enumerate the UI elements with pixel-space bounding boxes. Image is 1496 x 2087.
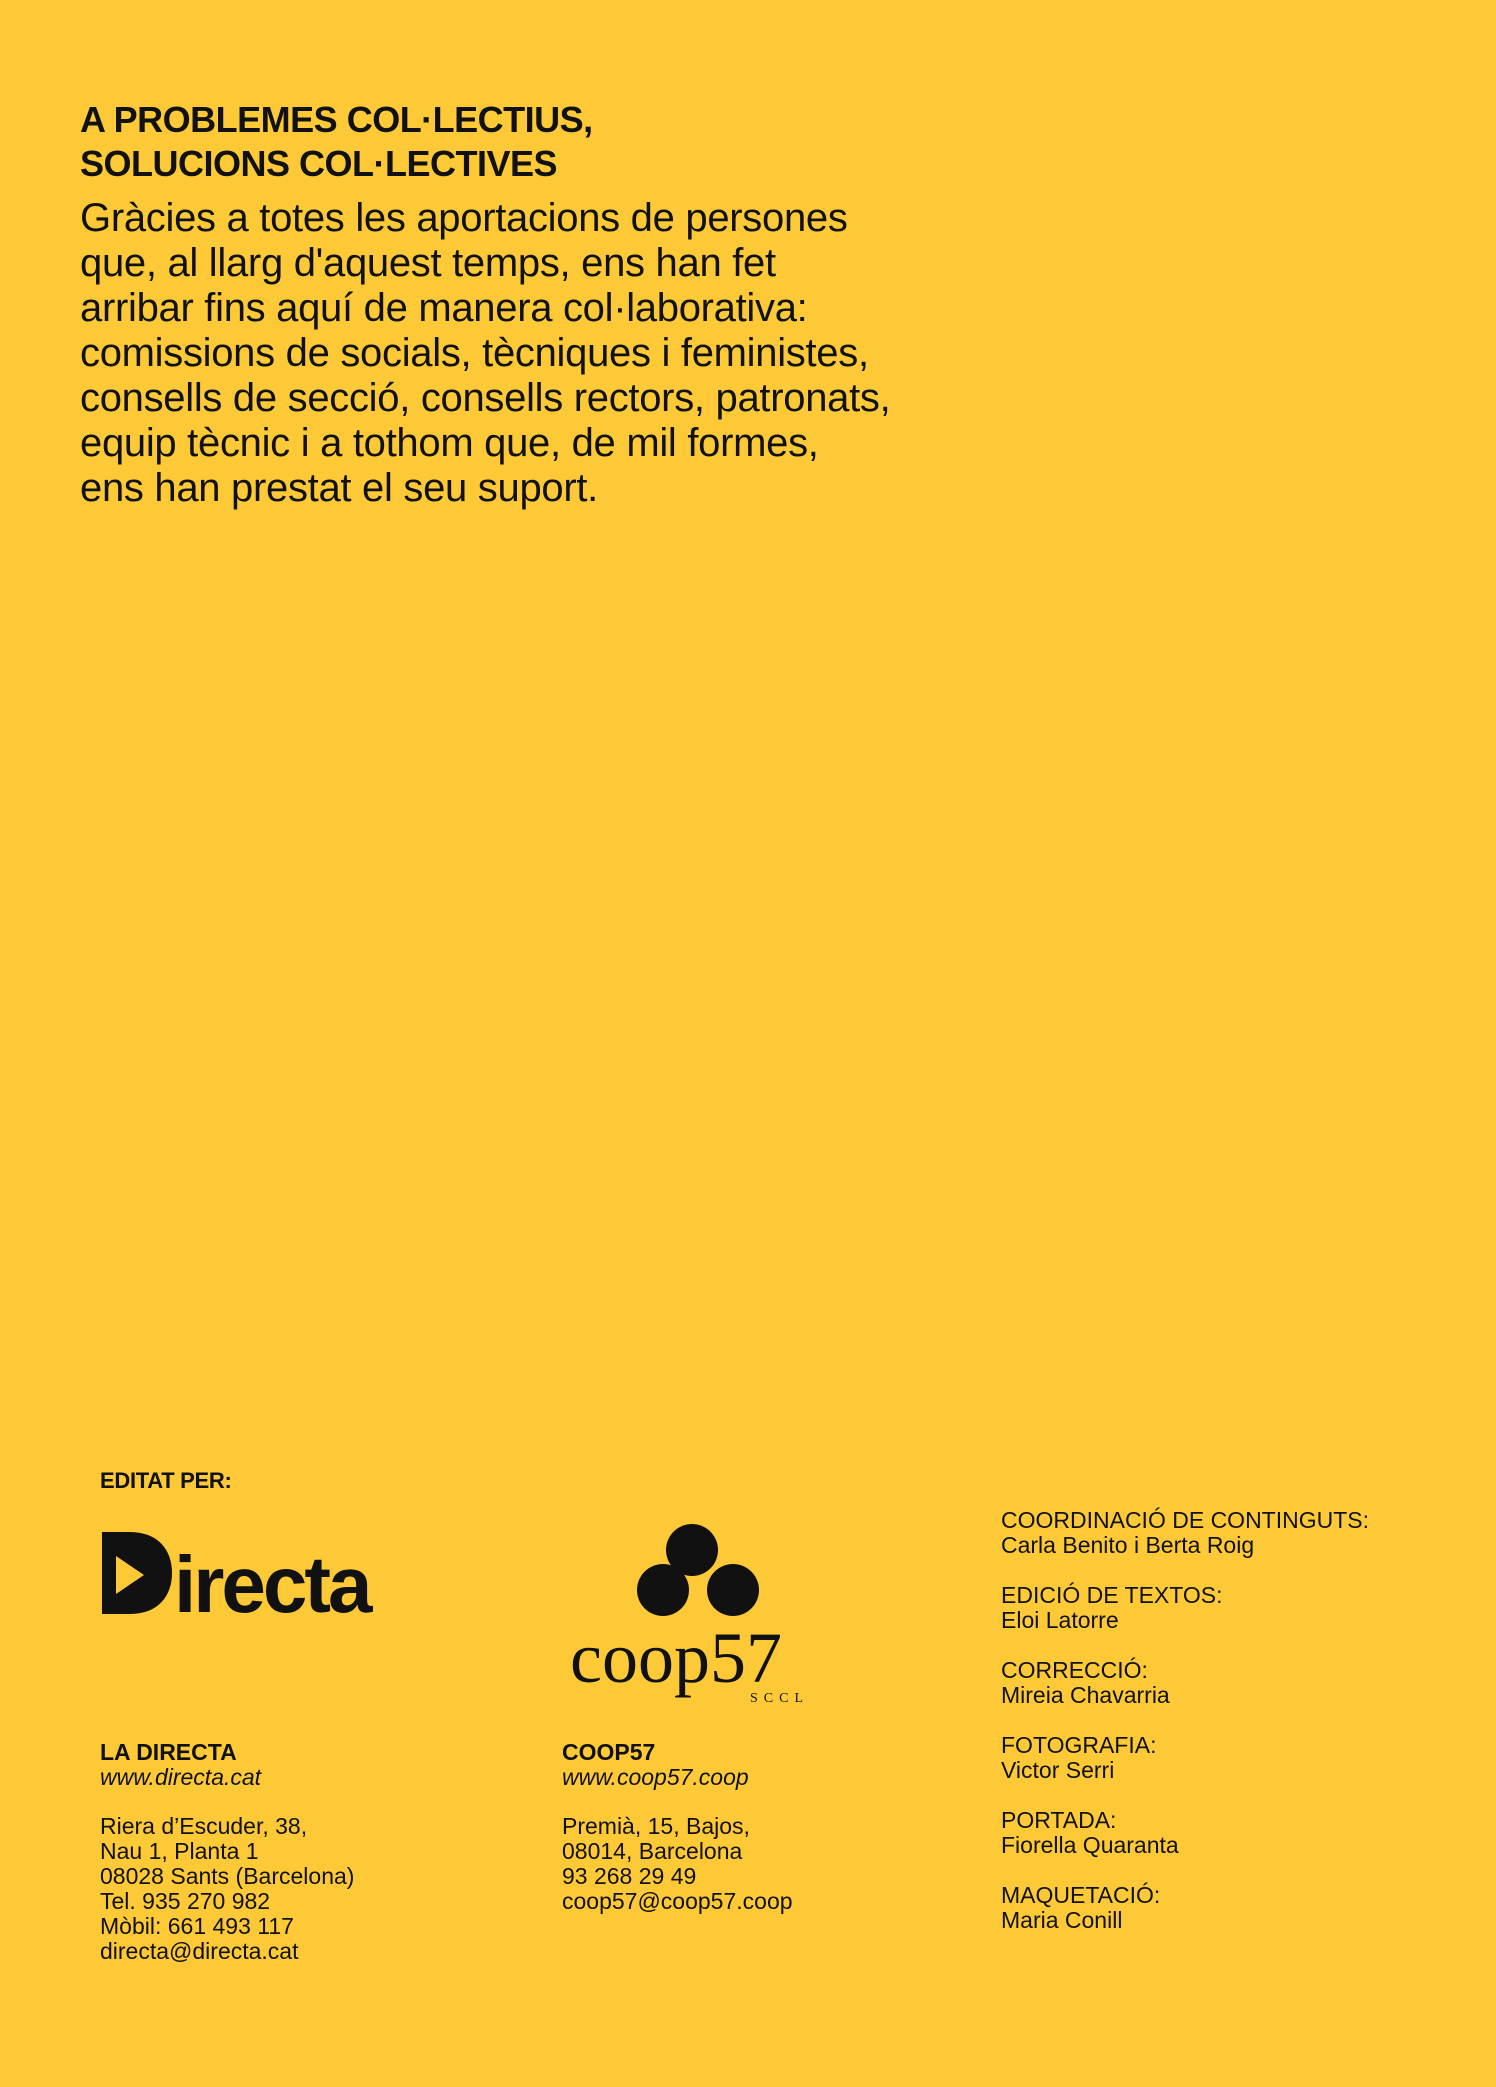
credit-item xyxy=(1001,1733,1369,1783)
org-name: COOP57 xyxy=(562,1739,656,1765)
credit-name: Maria Conill xyxy=(1001,1907,1123,1933)
org-name: LA DIRECTA xyxy=(100,1739,237,1765)
credit-role: PORTADA: xyxy=(1001,1807,1117,1833)
credit-role: MAQUETACIÓ: xyxy=(1001,1882,1161,1908)
credit-name: Fiorella Quaranta xyxy=(1001,1832,1179,1858)
intro-line: arribar fins aquí de manera col·laborativa: xyxy=(80,286,808,330)
svg-text:coop57: coop57 xyxy=(570,1618,782,1698)
mobile: Mòbil: 661 493 117 xyxy=(100,1913,294,1939)
intro-line: comissions de socials, tècniques i feministes, xyxy=(80,331,869,375)
svg-text:SCCL: SCCL xyxy=(750,1691,810,1706)
credit-item xyxy=(1001,1808,1369,1858)
intro-line: Gràcies a totes les aportacions de persones xyxy=(80,196,848,240)
address-block xyxy=(100,1814,354,1964)
website-link[interactable]: www.directa.cat xyxy=(100,1764,262,1790)
credit-name: Eloi Latorre xyxy=(1001,1607,1119,1633)
svg-text:irecta: irecta xyxy=(174,1540,370,1618)
address-line: Premià, 15, Bajos, xyxy=(562,1813,750,1839)
phone: Tel. 935 270 982 xyxy=(100,1888,271,1914)
email-link[interactable]: coop57@coop57.coop xyxy=(562,1888,793,1914)
credit-name: Carla Benito i Berta Roig xyxy=(1001,1532,1255,1558)
credit-role: CORRECCIÓ: xyxy=(1001,1657,1148,1683)
address-line: Nau 1, Planta 1 xyxy=(100,1838,259,1864)
intro-line: ens han prestat el seu suport. xyxy=(80,466,598,510)
website-link[interactable]: www.coop57.coop xyxy=(562,1764,749,1790)
credit-item xyxy=(1001,1583,1369,1633)
address-line: 08014, Barcelona xyxy=(562,1838,743,1864)
credit-item xyxy=(1001,1508,1369,1558)
la-directa-contact xyxy=(100,1740,354,1964)
coop57-logo xyxy=(564,1520,824,1710)
credit-item xyxy=(1001,1658,1369,1708)
intro-line: que, al llarg d'aquest temps, ens han fet xyxy=(80,241,776,285)
credits-list xyxy=(1001,1508,1369,1958)
phone: 93 268 29 49 xyxy=(562,1863,697,1889)
intro-line: equip tècnic i a tothom que, de mil formes, xyxy=(80,421,819,465)
coop57-contact xyxy=(562,1740,793,1914)
credit-name: Victor Serri xyxy=(1001,1757,1115,1783)
headline xyxy=(80,98,980,186)
credit-role: COORDINACIÓ DE CONTINGUTS: xyxy=(1001,1507,1370,1533)
directa-logo xyxy=(100,1528,400,1618)
address-line: Riera d’Escuder, 38, xyxy=(100,1813,308,1839)
credit-item xyxy=(1001,1883,1369,1933)
intro-line: consells de secció, consells rectors, patronats, xyxy=(80,376,891,420)
address-line: 08028 Sants (Barcelona) xyxy=(100,1863,355,1889)
credit-name: Mireia Chavarria xyxy=(1001,1682,1170,1708)
address-block xyxy=(562,1814,793,1914)
credit-role: EDICIÓ DE TEXTOS: xyxy=(1001,1582,1223,1608)
headline-line: SOLUCIONS COL·LECTIVES xyxy=(80,143,558,184)
credit-role: FOTOGRAFIA: xyxy=(1001,1732,1157,1758)
intro-paragraph xyxy=(80,196,1000,511)
edited-by-label: EDITAT PER: xyxy=(100,1468,232,1493)
headline-line: A PROBLEMES COL·LECTIUS, xyxy=(80,99,593,140)
email-link[interactable]: directa@directa.cat xyxy=(100,1938,299,1964)
